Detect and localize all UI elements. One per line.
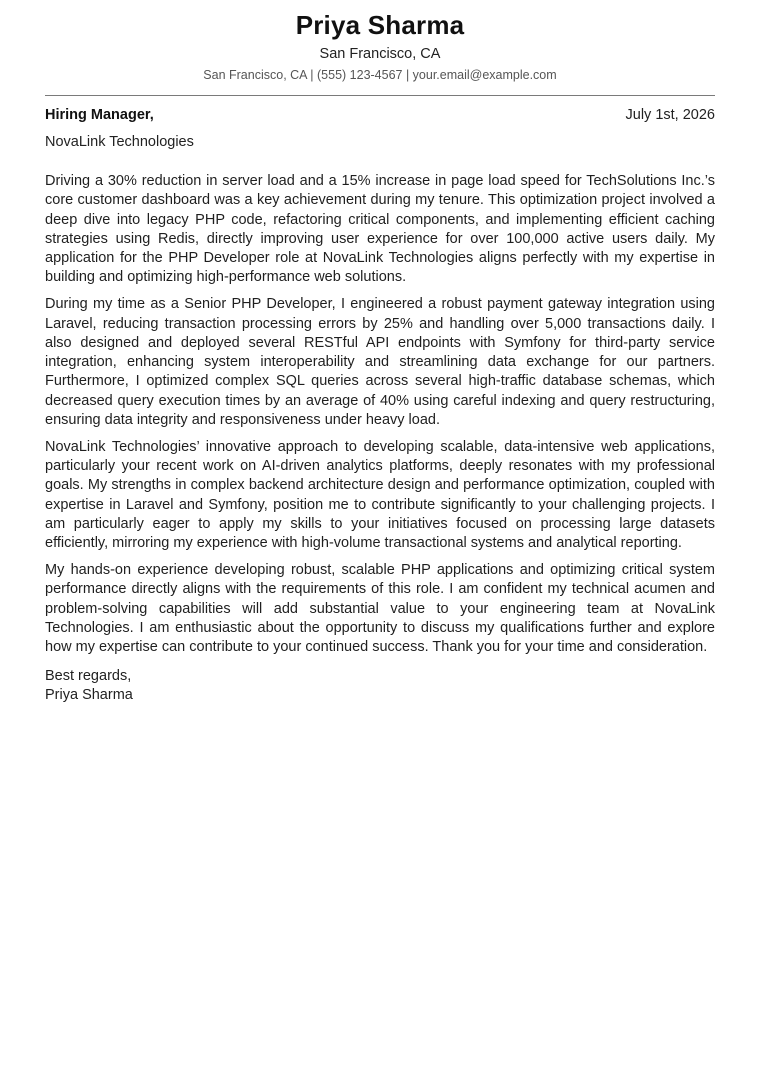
applicant-location: San Francisco, CA xyxy=(319,46,441,62)
recipient-salutation: Hiring Manager, xyxy=(45,107,154,123)
body-paragraph: Driving a 30% reduction in server load and a 15% increase in page load speed for TechSolutions Inc.’s core customer dashboard was a key achievement during my tenure. This optimization project involved a deep dive into legacy PHP code, refactoring critical components, and implementing efficient caching strategies using Redis, directly improving user experience for over 100,000 active users daily. My application for the PHP Developer role at NovaLink Technologies aligns perfectly with my expertise in building and optimizing high-performance web solutions. xyxy=(45,173,715,286)
applicant-name: Priya Sharma xyxy=(295,10,465,40)
recipient-date-row xyxy=(45,106,715,124)
company-name: NovaLink Technologies xyxy=(45,134,194,150)
letter-date: July 1st, 2026 xyxy=(625,107,715,123)
letter-header xyxy=(45,10,715,83)
letter-closing xyxy=(45,667,715,706)
body-paragraph: My hands-on experience developing robust, scalable PHP applications and optimizing critical system performance directly aligns with the requirements of this role. I am confident my technical acumen and problem-solving capabilities will add substantial value to your engineering team at NovaLink Technologies. I am enthusiastic about the opportunity to discuss my qualifications further and explore how my expertise can contribute to your continued success. Thank you for your time and consideration. xyxy=(45,562,715,656)
signature-name: Priya Sharma xyxy=(45,686,133,703)
applicant-contact-line: San Francisco, CA | (555) 123-4567 | your.email@example.com xyxy=(203,68,557,82)
body-paragraph: During my time as a Senior PHP Developer, I engineered a robust payment gateway integration using Laravel, reducing transaction processing errors by 25% and handling over 5,000 transactions daily. I also designed and deployed several RESTful API endpoints with Symfony for third-party service integration, enhancing system interoperability and streamlining data exchange for our partners. Furthermore, I optimized complex SQL queries across several high-traffic database schemas, which decreased query execution times by an average of 40% using careful indexing and query restructuring, ensuring data integrity and responsiveness under heavy load. xyxy=(45,296,715,429)
letter-body xyxy=(45,172,715,658)
header-divider xyxy=(45,95,715,96)
body-paragraph: NovaLink Technologies’ innovative approach to developing scalable, data-intensive web applications, particularly your recent work on AI-driven analytics platforms, deeply resonates with my professional goals. My strengths in complex backend architecture design and performance optimization, coupled with expertise in Laravel and Symfony, position me to contribute significantly to your challenging projects. I am particularly eager to apply my skills to your initiatives focused on processing large datasets efficiently, mirroring my experience with high-volume transactional systems and analytical reporting. xyxy=(45,438,715,552)
closing-phrase: Best regards, xyxy=(45,667,132,684)
